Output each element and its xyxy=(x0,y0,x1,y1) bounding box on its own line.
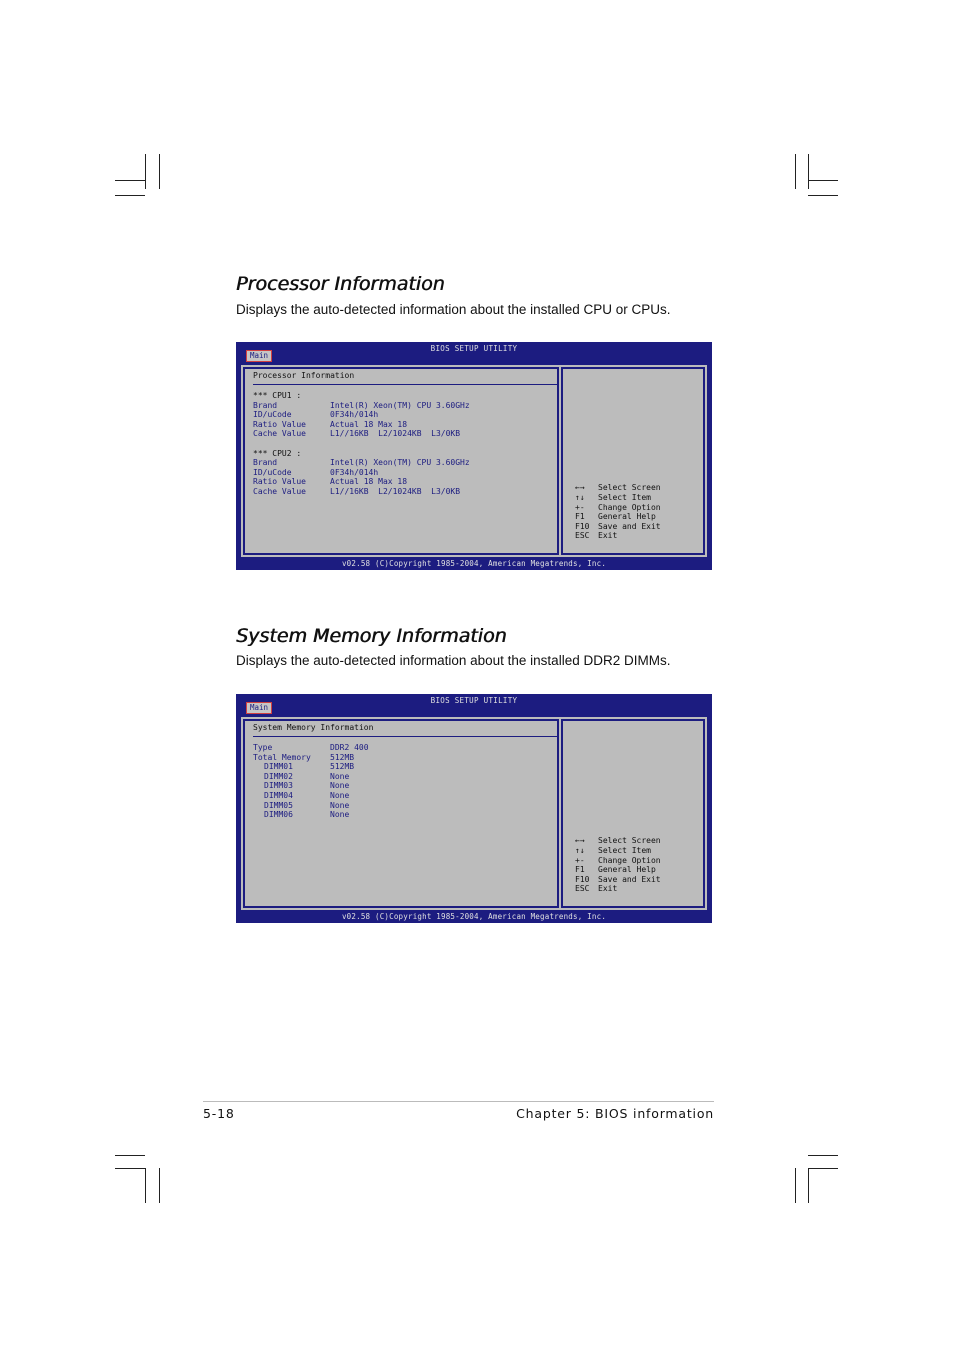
info-value: Intel(R) Xeon(TM) CPU 3.60GHz xyxy=(330,400,470,410)
info-value: L1//16KB L2/1024KB L3/0KB xyxy=(330,486,461,496)
info-label: DIMM04 xyxy=(264,790,293,800)
key-legend xyxy=(575,836,661,894)
info-row xyxy=(253,743,369,753)
crop-mark xyxy=(808,180,838,181)
divider xyxy=(253,384,558,385)
info-label: DIMM05 xyxy=(264,800,293,810)
info-label: Cache Value xyxy=(253,486,306,496)
key-legend-row xyxy=(575,836,661,846)
key-description: Exit xyxy=(598,884,618,894)
bios-screen-memory xyxy=(236,694,712,923)
key-legend-row xyxy=(575,884,661,894)
key-name: +- xyxy=(575,502,585,512)
info-row xyxy=(253,477,470,487)
key-description: Save and Exit xyxy=(598,874,661,884)
info-row xyxy=(253,487,470,497)
key-name: ↑↓ xyxy=(575,493,585,503)
help-panel xyxy=(561,367,705,555)
info-row xyxy=(253,420,470,430)
info-value: Intel(R) Xeon(TM) CPU 3.60GHz xyxy=(330,458,470,468)
info-label: Ratio Value xyxy=(253,419,306,429)
info-row xyxy=(253,429,470,439)
info-row xyxy=(253,781,369,791)
info-value: 0F34h/014h xyxy=(330,467,379,477)
key-description: Select Screen xyxy=(598,483,661,493)
info-value: None xyxy=(330,781,350,791)
info-row xyxy=(253,772,369,782)
info-label: Brand xyxy=(253,400,278,410)
bios-frame xyxy=(240,364,708,558)
key-legend-row xyxy=(575,493,661,503)
section-title-memory: System Memory Information xyxy=(236,625,507,647)
info-row xyxy=(253,810,369,820)
info-value: None xyxy=(330,800,350,810)
bios-title: BIOS SETUP UTILITY xyxy=(430,344,518,353)
crop-mark xyxy=(145,1168,146,1203)
info-label: ID/uCode xyxy=(253,410,292,420)
crop-mark xyxy=(115,180,145,181)
info-row xyxy=(253,439,470,449)
info-label: *** CPU2 : xyxy=(253,448,302,458)
section-description-processor: Displays the auto-detected information about the installed CPU or CPUs. xyxy=(236,302,671,317)
info-row xyxy=(253,468,470,478)
crop-mark xyxy=(795,154,796,189)
key-name: ←→ xyxy=(575,836,585,846)
key-name: F10 xyxy=(575,521,590,531)
info-label: Ratio Value xyxy=(253,477,306,487)
info-value: 0F34h/014h xyxy=(330,410,379,420)
info-row xyxy=(253,449,470,459)
info-value: L1//16KB L2/1024KB L3/0KB xyxy=(330,429,461,439)
crop-mark xyxy=(115,1168,145,1169)
info-row xyxy=(253,801,369,811)
key-description: General Help xyxy=(598,865,656,875)
key-description: General Help xyxy=(598,512,656,522)
key-name: F10 xyxy=(575,874,590,884)
info-list xyxy=(253,743,369,820)
key-legend-row xyxy=(575,846,661,856)
info-value: None xyxy=(330,790,350,800)
bios-copyright: v02.58 (C)Copyright 1985-2004, American Megatrends, Inc. xyxy=(341,559,607,569)
info-label: ID/uCode xyxy=(253,467,292,477)
bios-frame xyxy=(240,716,708,911)
info-row xyxy=(253,791,369,801)
crop-mark xyxy=(115,1155,145,1156)
key-legend-row xyxy=(575,503,661,513)
section-description-memory: Displays the auto-detected information about the installed DDR2 DIMMs. xyxy=(236,653,671,668)
key-name: ←→ xyxy=(575,483,585,493)
key-name: F1 xyxy=(575,512,585,522)
info-label: DIMM06 xyxy=(264,810,293,820)
crop-mark xyxy=(808,154,809,189)
info-label: *** CPU1 : xyxy=(253,391,302,400)
info-value: Actual 18 Max 18 xyxy=(330,419,408,429)
crop-mark xyxy=(145,154,146,189)
tab-main[interactable]: Main xyxy=(246,702,272,714)
key-legend-row xyxy=(575,522,661,532)
info-label: Brand xyxy=(253,458,278,468)
info-value: None xyxy=(330,771,350,781)
info-row xyxy=(253,753,369,763)
key-legend-row xyxy=(575,531,661,541)
info-value: None xyxy=(330,810,350,820)
crop-mark xyxy=(115,195,145,196)
info-panel xyxy=(243,719,559,908)
footer-divider xyxy=(203,1101,714,1102)
key-legend-row xyxy=(575,856,661,866)
key-legend-row xyxy=(575,865,661,875)
crop-mark xyxy=(795,1168,796,1203)
crop-mark xyxy=(808,195,838,196)
info-label: Total Memory xyxy=(253,752,311,762)
key-description: Select Item xyxy=(598,846,651,856)
key-name: ESC xyxy=(575,531,590,541)
key-legend-row xyxy=(575,512,661,522)
key-description: Change Option xyxy=(598,855,661,865)
page-number: 5-18 xyxy=(203,1106,235,1121)
key-description: Exit xyxy=(598,531,618,541)
info-row xyxy=(253,458,470,468)
info-label: DIMM01 xyxy=(264,762,293,772)
info-list xyxy=(253,391,470,497)
info-value: 512MB xyxy=(330,752,355,762)
key-name: +- xyxy=(575,855,585,865)
key-legend-row xyxy=(575,875,661,885)
key-description: Select Item xyxy=(598,493,651,503)
crop-mark xyxy=(159,1168,160,1203)
bios-screen-processor xyxy=(236,342,712,570)
info-row xyxy=(253,410,470,420)
info-label: DIMM03 xyxy=(264,781,293,791)
info-row xyxy=(253,401,470,411)
chapter-title: Chapter 5: BIOS information xyxy=(516,1106,714,1121)
info-label: Type xyxy=(253,743,273,752)
key-legend-row xyxy=(575,483,661,493)
divider xyxy=(253,736,558,737)
info-label: Cache Value xyxy=(253,429,306,439)
panel-heading: Processor Information xyxy=(253,371,355,380)
crop-mark xyxy=(808,1168,838,1169)
help-panel xyxy=(561,719,705,908)
section-title-processor: Processor Information xyxy=(236,273,445,295)
info-value: DDR2 400 xyxy=(330,743,369,752)
info-value: Actual 18 Max 18 xyxy=(330,477,408,487)
key-legend xyxy=(575,483,661,541)
crop-mark xyxy=(808,1168,809,1203)
info-row xyxy=(253,391,470,401)
key-description: Save and Exit xyxy=(598,521,661,531)
key-name: F1 xyxy=(575,865,585,875)
info-label: DIMM02 xyxy=(264,771,293,781)
panel-heading: System Memory Information xyxy=(253,723,374,732)
crop-mark xyxy=(808,1155,838,1156)
key-name: ↑↓ xyxy=(575,846,585,856)
key-description: Select Screen xyxy=(598,836,661,846)
info-row xyxy=(253,762,369,772)
key-name: ESC xyxy=(575,884,590,894)
key-description: Change Option xyxy=(598,502,661,512)
info-panel xyxy=(243,367,559,555)
bios-title: BIOS SETUP UTILITY xyxy=(430,696,518,705)
info-value: 512MB xyxy=(330,762,355,772)
tab-main[interactable]: Main xyxy=(246,350,272,362)
crop-mark xyxy=(159,154,160,189)
bios-copyright: v02.58 (C)Copyright 1985-2004, American Megatrends, Inc. xyxy=(341,912,607,922)
